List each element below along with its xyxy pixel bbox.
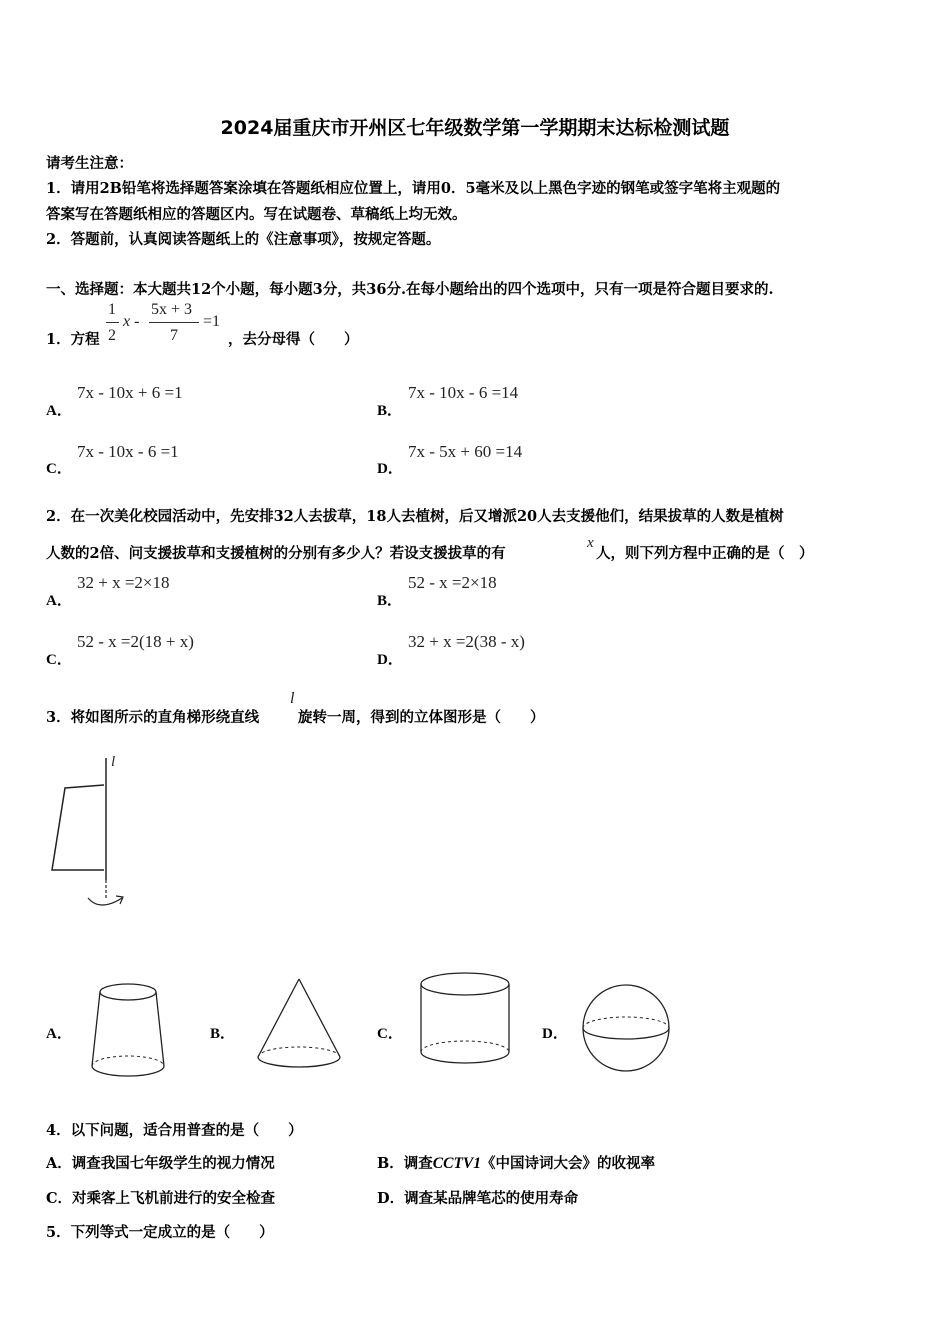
q1-option-b-label: B． <box>377 403 403 419</box>
q3-option-d-label: D． <box>542 1026 568 1042</box>
q4-option-d: D．调查某品牌笔芯的使用寿命 <box>377 1190 579 1207</box>
q2-option-d: 32 + x =2(38 - x) <box>408 632 525 651</box>
sphere-icon <box>580 982 675 1077</box>
q3-option-b-label: B． <box>210 1026 236 1042</box>
q1-frac2-bar <box>149 322 199 323</box>
q1-option-d-label: D． <box>377 461 403 477</box>
q2-stem-line-1: 2．在一次美化校园活动中，先安排32人去拔草，18人去植树，后又增派20人去支援他们，结果拔草的人数是植树 <box>46 508 784 525</box>
q4-stem: 4．以下问题，适合用普查的是（ ） <box>46 1122 303 1139</box>
q3-stem-suffix: 旋转一周，得到的立体图形是（ ） <box>298 709 545 726</box>
q3-var: l <box>290 690 295 707</box>
q1-suffix: ，去分母得（ ） <box>228 331 359 348</box>
q1-option-a: 7x - 10x + 6 =1 <box>77 383 183 402</box>
q2-option-a-label: A． <box>46 593 72 609</box>
q1-option-a-label: A． <box>46 403 72 419</box>
notice-heading: 请考生注意： <box>46 155 133 172</box>
q2-stem-line-2b: 人，则下列方程中正确的是（ ） <box>596 545 814 562</box>
notice-line-2: 答案写在答题纸相应的答题区内。写在试题卷、草稿纸上均无效。 <box>46 206 467 223</box>
q2-option-b-label: B． <box>377 593 403 609</box>
q2-option-a: 32 + x =2×18 <box>77 573 170 592</box>
page-title: 2024届重庆市开州区七年级数学第一学期期末达标检测试题 <box>220 117 730 139</box>
q2-var: x <box>587 535 594 551</box>
q1-prefix: 1．方程 <box>46 331 100 348</box>
q4-option-b-suffix: 《中国诗词大会》的收视率 <box>481 1155 655 1172</box>
q1-frac1-den: 2 <box>108 327 116 344</box>
trapezoid-figure <box>40 750 140 915</box>
q1-frac2-den: 7 <box>170 327 178 344</box>
cone-icon <box>253 975 348 1075</box>
q1-eq: =1 <box>203 313 221 330</box>
q1-frac1-num: 1 <box>108 301 116 318</box>
q1-frac1-bar <box>106 322 119 323</box>
q3-axis-label: l <box>111 754 116 770</box>
q2-stem-line-2a: 人数的2倍、问支援拔草和支援植树的分别有多少人？若设支援拔草的有 <box>46 545 506 562</box>
notice-line-3: 2．答题前，认真阅读答题纸上的《注意事项》，按规定答题。 <box>46 231 441 248</box>
q1-option-b: 7x - 10x - 6 =14 <box>408 383 519 402</box>
section-heading: 一、选择题：本大题共12个小题，每小题3分，共36分.在每小题给出的四个选项中，只有一项是符合题目要求的. <box>46 281 774 298</box>
q1-option-c: 7x - 10x - 6 =1 <box>77 442 179 461</box>
q4-option-b-cctv: CCTV1 <box>432 1155 481 1172</box>
q2-option-b: 52 - x =2×18 <box>408 573 497 592</box>
q1-frac2-num: 5x + 3 <box>151 301 193 318</box>
frustum-icon <box>88 982 168 1087</box>
q2-option-c: 52 - x =2(18 + x) <box>77 632 194 651</box>
q5-stem: 5．下列等式一定成立的是（ ） <box>46 1224 274 1241</box>
cylinder-icon <box>418 970 518 1075</box>
q3-option-c-label: C． <box>377 1026 403 1042</box>
q4-option-b <box>377 1152 655 1173</box>
q4-option-c: C．对乘客上飞机前进行的安全检查 <box>46 1190 276 1207</box>
q2-option-c-label: C． <box>46 652 72 668</box>
q1-option-d: 7x - 5x + 60 =14 <box>408 442 523 461</box>
q4-option-b-prefix: B．调查 <box>377 1155 433 1172</box>
q1-x-minus: x - <box>123 313 140 330</box>
q1-option-c-label: C． <box>46 461 72 477</box>
notice-line-1: 1．请用2B铅笔将选择题答案涂填在答题纸相应位置上，请用0．5毫米及以上黑色字迹的钢笔或签字笔将主观题的 <box>46 180 781 197</box>
q2-option-d-label: D． <box>377 652 403 668</box>
q3-stem-prefix: 3．将如图所示的直角梯形绕直线 <box>46 709 260 726</box>
q4-option-a: A．调查我国七年级学生的视力情况 <box>46 1155 275 1172</box>
q3-option-a-label: A． <box>46 1026 72 1042</box>
